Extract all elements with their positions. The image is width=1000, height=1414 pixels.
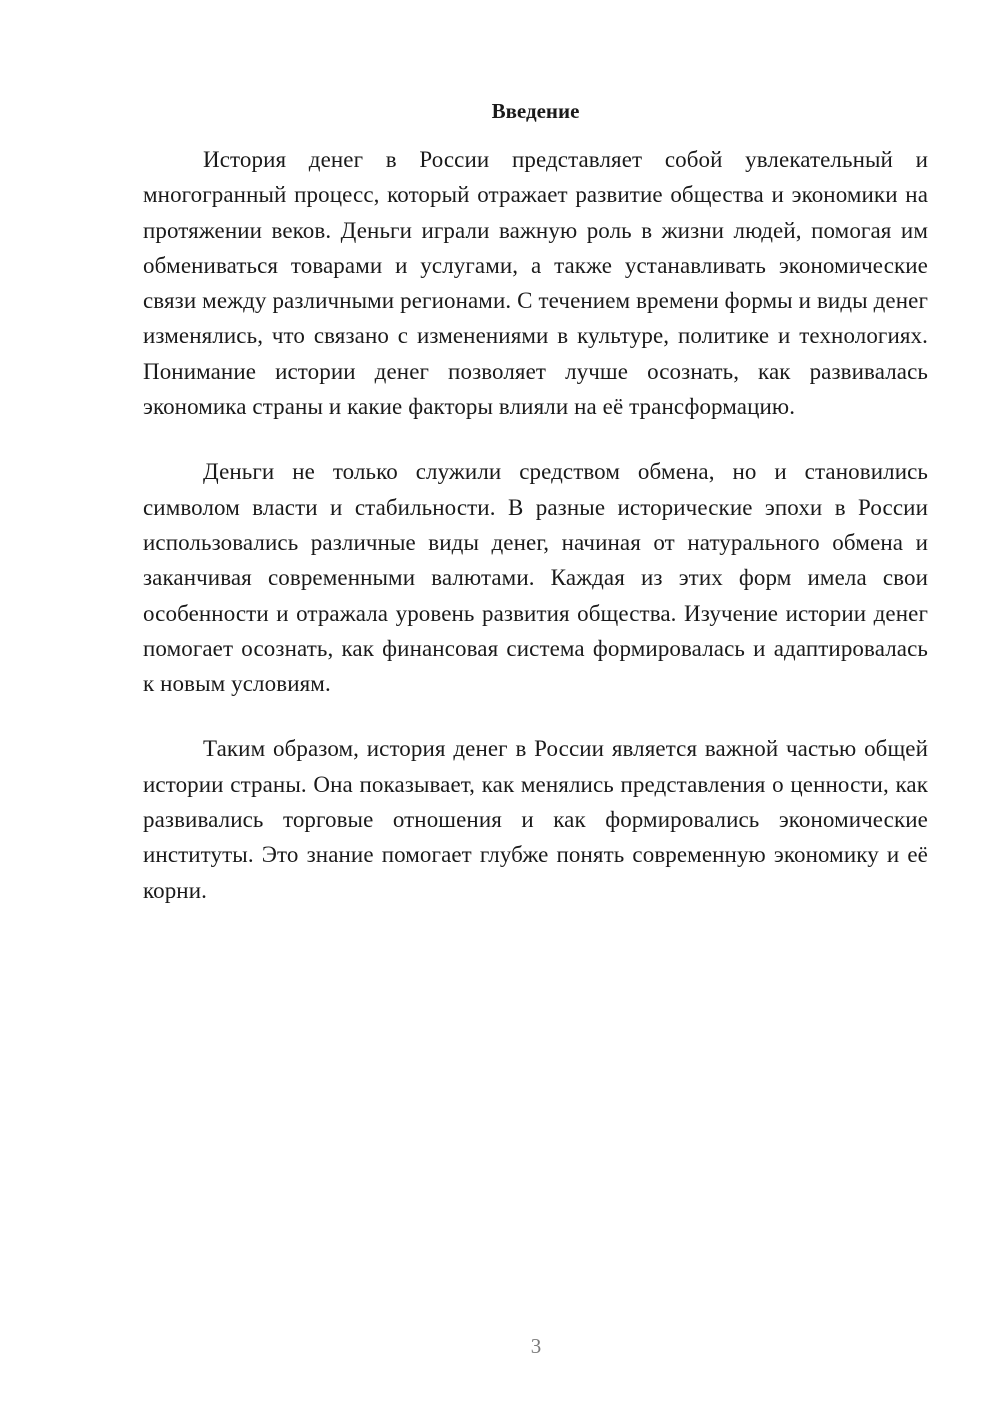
paragraph-3: Таким образом, история денег в России является важной частью общей истории страны. Она показывает, как менялись представления о ценности, как развивались торговые отношения и как формировались экономические институты. Это знание помогает глубже понять современную экономику и её корни. — [143, 736, 928, 903]
page-title: Введение — [491, 99, 580, 123]
page-number: 3 — [530, 1334, 542, 1358]
paragraph-1: История денег в России представляет собой увлекательный и многогранный процесс, который отражает развитие общества и экономики на протяжении веков. Деньги играли важную роль в жизни людей, помогая им обмениваться товарами и услугами, а также устанавливать экономические связи между различными регионами. С течением времени формы и виды денег изменялись, что связано с изменениями в культуре, политике и технологиях. Понимание истории денег позволяет лучше осознать, как развивалась экономика страны и какие факторы влияли на её трансформацию. — [143, 147, 928, 420]
document-body — [143, 142, 928, 938]
paragraph-2: Деньги не только служили средством обмена, но и становились символом власти и стабильности. В разные исторические эпохи в России использовались различные виды денег, начиная от натурального обмена и заканчивая современными валютами. Каждая из этих форм имела свои особенности и отражала уровень развития общества. Изучение истории денег помогает осознать, как финансовая система формировалась и адаптировалась к новым условиям. — [143, 459, 928, 697]
